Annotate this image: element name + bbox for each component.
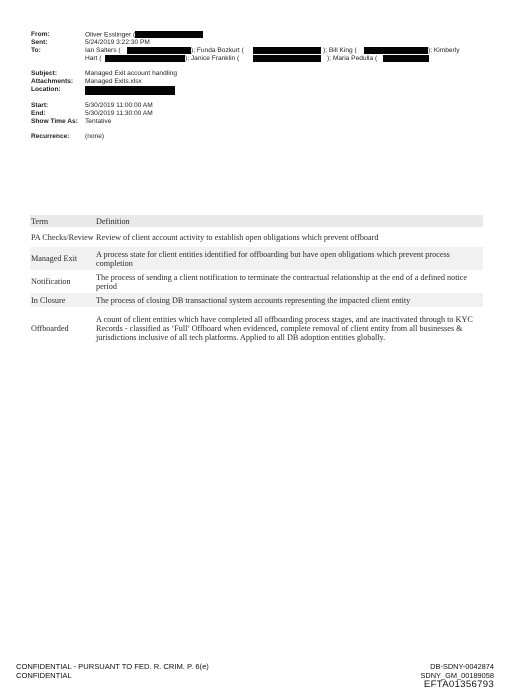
definition-cell: A process state for client entities identified for offboarding but have open obligations which prevent process completion <box>96 249 450 268</box>
attachments-value: Managed Exits.xlsx <box>85 77 142 85</box>
bates-number: DB-SDNY-0042874 <box>430 662 494 671</box>
bates-number: EFTA01356793 <box>423 679 494 690</box>
subject-value: Managed Exit account handling <box>85 70 178 78</box>
to-recipient: ); Janice Franklin ( <box>185 55 240 63</box>
footer-left <box>16 662 209 680</box>
redaction-bar <box>364 47 428 54</box>
redaction-bar <box>383 55 429 62</box>
start-row <box>31 102 491 110</box>
end-value: 5/30/2019 11:30:00 AM <box>85 109 153 117</box>
recurrence-label: Recurrence: <box>31 132 70 140</box>
definition-cell: Review of client account activity to establish open obligations which prevent offboard <box>96 232 379 242</box>
definition-cell: A count of client entities which have completed all offboarding process stages, and are inactivated through to KYC Records - classified as ‘Full’ Offboard when evidenced, complete removal of client entity from all businesses & jurisdictions inclusive of all tech platforms. Applied to all DB adoption entities globally. <box>96 314 473 342</box>
table-row <box>30 247 483 270</box>
footer-right <box>420 662 494 689</box>
from-label: From: <box>31 31 50 38</box>
start-value: 5/30/2019 11:00:00 AM <box>85 102 153 110</box>
end-label: End: <box>31 109 46 117</box>
location-row <box>31 86 491 95</box>
to-label: To: <box>31 47 41 55</box>
to-recipient: ); Kimberly <box>428 47 460 55</box>
to-recipient: ); Funda Bozkurt ( <box>191 47 244 55</box>
show-time-label: Show Time As: <box>31 117 78 125</box>
sent-row <box>31 39 491 47</box>
definitions-table <box>30 215 483 349</box>
start-label: Start: <box>31 102 49 110</box>
definition-header: Definition <box>96 216 130 226</box>
to-row <box>31 47 491 63</box>
definition-cell: The process of sending a client notification to terminate the contractual relationship at the end of a defined notice period <box>96 272 468 291</box>
to-line-1 <box>85 47 491 55</box>
table-row <box>30 307 483 349</box>
to-recipient: Ian Salters ( <box>85 47 121 55</box>
to-line-2 <box>85 55 491 63</box>
sent-value: 5/24/2019 3:22:30 PM <box>85 39 150 47</box>
table-row <box>30 227 483 247</box>
from-value: Oliver Esslinger ( <box>85 31 136 39</box>
redaction-bar <box>127 47 191 54</box>
redaction-bar <box>105 55 185 62</box>
sent-label: Sent: <box>31 39 48 47</box>
term-cell: Managed Exit <box>31 254 78 263</box>
to-recipient: ); Maria Pedulla ( <box>327 55 378 63</box>
term-cell: Offboarded <box>31 323 69 333</box>
attachments-row <box>31 78 491 86</box>
term-cell: In Closure <box>31 295 66 305</box>
confidential-label: CONFIDENTIAL <box>16 671 72 680</box>
redaction-bar <box>253 55 321 62</box>
subject-row <box>31 70 491 78</box>
redaction-bar <box>85 86 175 95</box>
email-header <box>31 31 491 141</box>
recurrence-row <box>31 133 491 141</box>
attachments-label: Attachments: <box>31 77 74 85</box>
to-recipient: Hart ( <box>85 55 102 63</box>
table-row <box>30 270 483 293</box>
redaction-bar <box>253 47 321 54</box>
to-recipient: ); Bill King ( <box>323 47 357 55</box>
redaction-bar <box>135 31 203 38</box>
location-label: Location: <box>31 85 61 93</box>
recurrence-value: (none) <box>85 132 105 140</box>
table-header <box>30 215 483 227</box>
from-row <box>31 31 491 39</box>
definition-cell: The process of closing DB transactional system accounts representing the impacted client entity <box>96 295 411 305</box>
end-row <box>31 110 491 118</box>
show-time-value: Tentative <box>85 117 112 125</box>
table-row <box>30 293 483 307</box>
confidential-notice: CONFIDENTIAL - PURSUANT TO FED. R. CRIM. P. 6(e) <box>16 662 209 671</box>
subject-label: Subject: <box>31 70 58 78</box>
term-cell: Notification <box>31 277 71 286</box>
show-time-row <box>31 118 491 126</box>
bates-number: SDNY_GM_00189058 <box>420 671 494 680</box>
term-header: Term <box>31 216 49 226</box>
term-cell: PA Checks/Review <box>31 232 94 242</box>
